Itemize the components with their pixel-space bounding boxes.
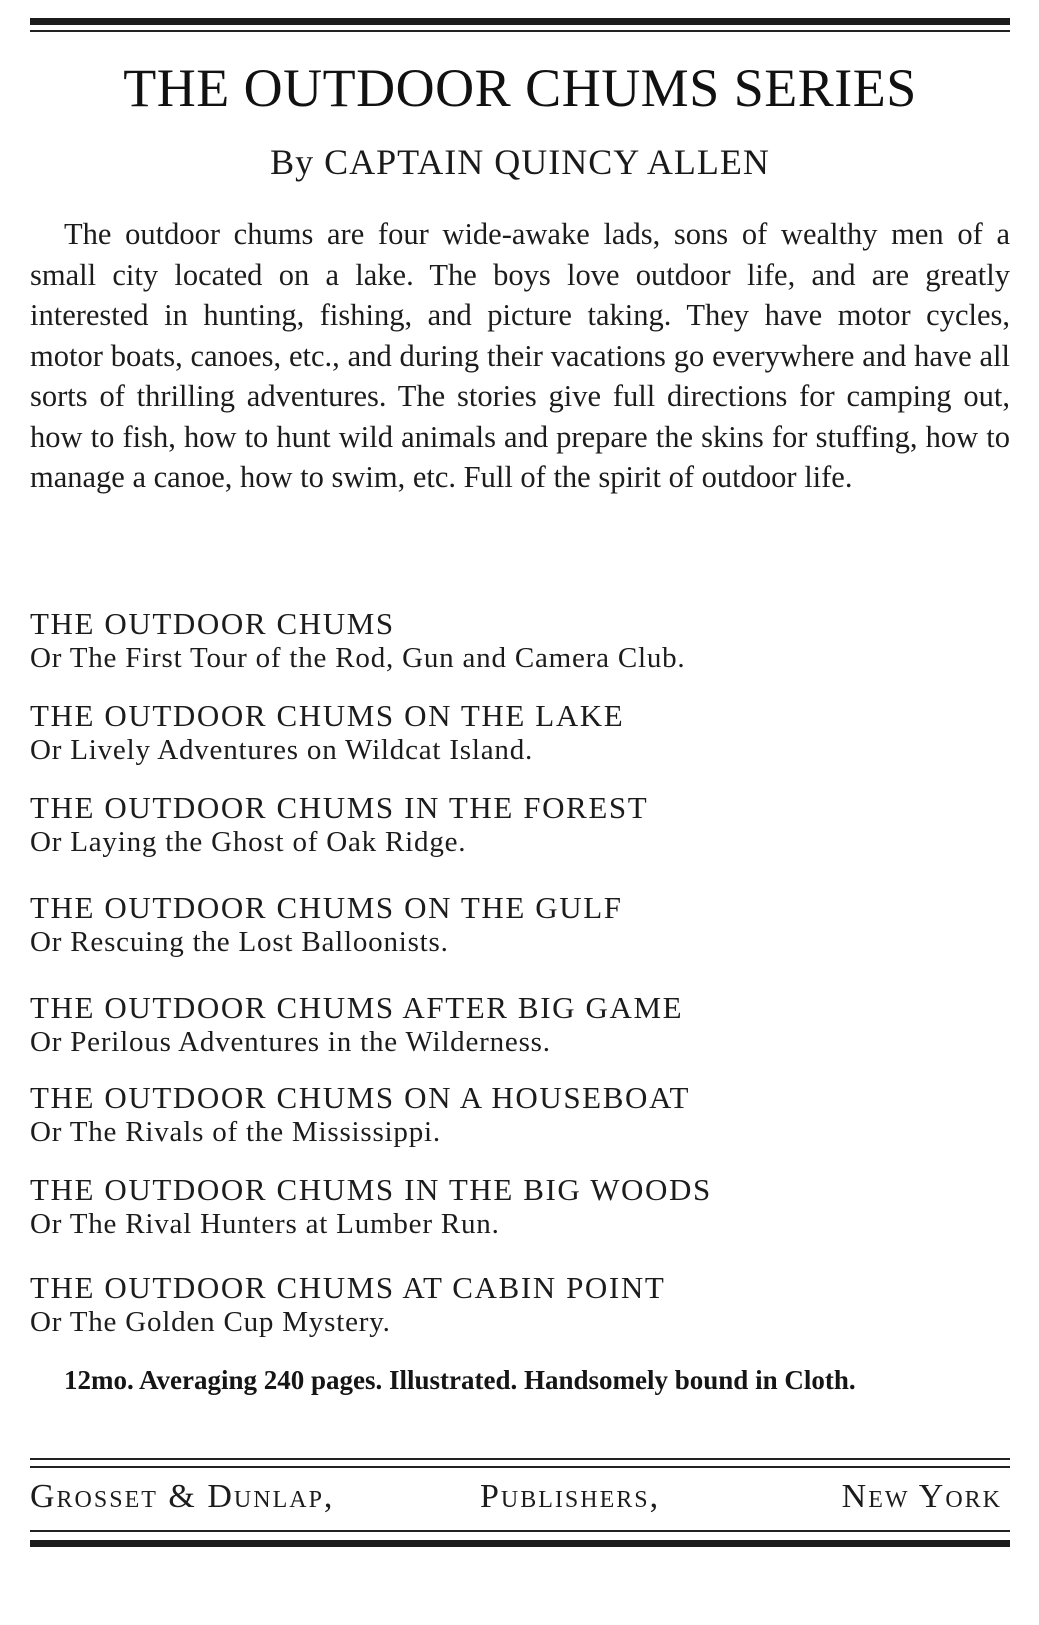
book-subtitle: Or Laying the Ghost of Oak Ridge. [30, 826, 467, 858]
publisher-rule-top-2 [30, 1466, 1010, 1468]
book-subtitle: Or The Rivals of the Mississippi. [30, 1116, 441, 1148]
publisher-city: New York [841, 1478, 1002, 1515]
book-entry-5 [30, 990, 1010, 1058]
bottom-rule-thick [30, 1540, 1010, 1547]
book-title: THE OUTDOOR CHUMS ON THE GULF [30, 890, 623, 925]
book-title: THE OUTDOOR CHUMS ON A HOUSEBOAT [30, 1080, 691, 1115]
book-entry-1 [30, 606, 1010, 674]
book-title: THE OUTDOOR CHUMS AT CABIN POINT [30, 1270, 666, 1305]
author-line: By CAPTAIN QUINCY ALLEN [270, 142, 770, 182]
bottom-rule-thin [30, 1530, 1010, 1532]
book-subtitle: Or The First Tour of the Rod, Gun and Camera Club. [30, 642, 686, 674]
publisher-rule-top-1 [30, 1458, 1010, 1460]
series-description: The outdoor chums are four wide-awake lads, sons of wealthy men of a small city located on a lake. The boys love outdoor life, and are greatly interested in hunting, fishing, and picture taking. They have motor cycles, motor boats, canoes, etc., and during their vacations go everywhere and have all sorts of thrilling adventures. The stories give full directions for camping out, how to fish, how to hunt wild animals and prepare the skins for stuffing, how to manage a canoe, how to swim, etc. Full of the spirit of outdoor life. [30, 217, 1010, 494]
book-title: THE OUTDOOR CHUMS IN THE FOREST [30, 790, 649, 825]
book-title: THE OUTDOOR CHUMS ON THE LAKE [30, 698, 625, 733]
advertisement-page [30, 0, 1010, 1625]
book-entry-4 [30, 890, 1010, 958]
book-entry-2 [30, 698, 1010, 766]
book-entry-8 [30, 1270, 1010, 1338]
book-entry-6 [30, 1080, 1010, 1148]
book-title: THE OUTDOOR CHUMS IN THE BIG WOODS [30, 1172, 712, 1207]
book-subtitle: Or The Golden Cup Mystery. [30, 1306, 391, 1338]
format-note: 12mo. Averaging 240 pages. Illustrated. Handsomely bound in Cloth. [64, 1365, 856, 1395]
book-subtitle: Or The Rival Hunters at Lumber Run. [30, 1208, 500, 1240]
book-title: THE OUTDOOR CHUMS [30, 606, 395, 641]
publisher-role: Publishers, [480, 1478, 661, 1515]
book-title: THE OUTDOOR CHUMS AFTER BIG GAME [30, 990, 684, 1025]
book-subtitle: Or Rescuing the Lost Balloonists. [30, 926, 449, 958]
top-rule-thin [30, 30, 1010, 32]
top-rule-thick [30, 18, 1010, 25]
book-entry-3 [30, 790, 1010, 858]
series-title: THE OUTDOOR CHUMS SERIES [123, 58, 917, 118]
book-subtitle: Or Lively Adventures on Wildcat Island. [30, 734, 534, 766]
book-entry-7 [30, 1172, 1010, 1240]
book-subtitle: Or Perilous Adventures in the Wilderness. [30, 1026, 551, 1058]
publisher-line [30, 1478, 1010, 1526]
publisher-name: Grosset & Dunlap, [30, 1478, 335, 1515]
